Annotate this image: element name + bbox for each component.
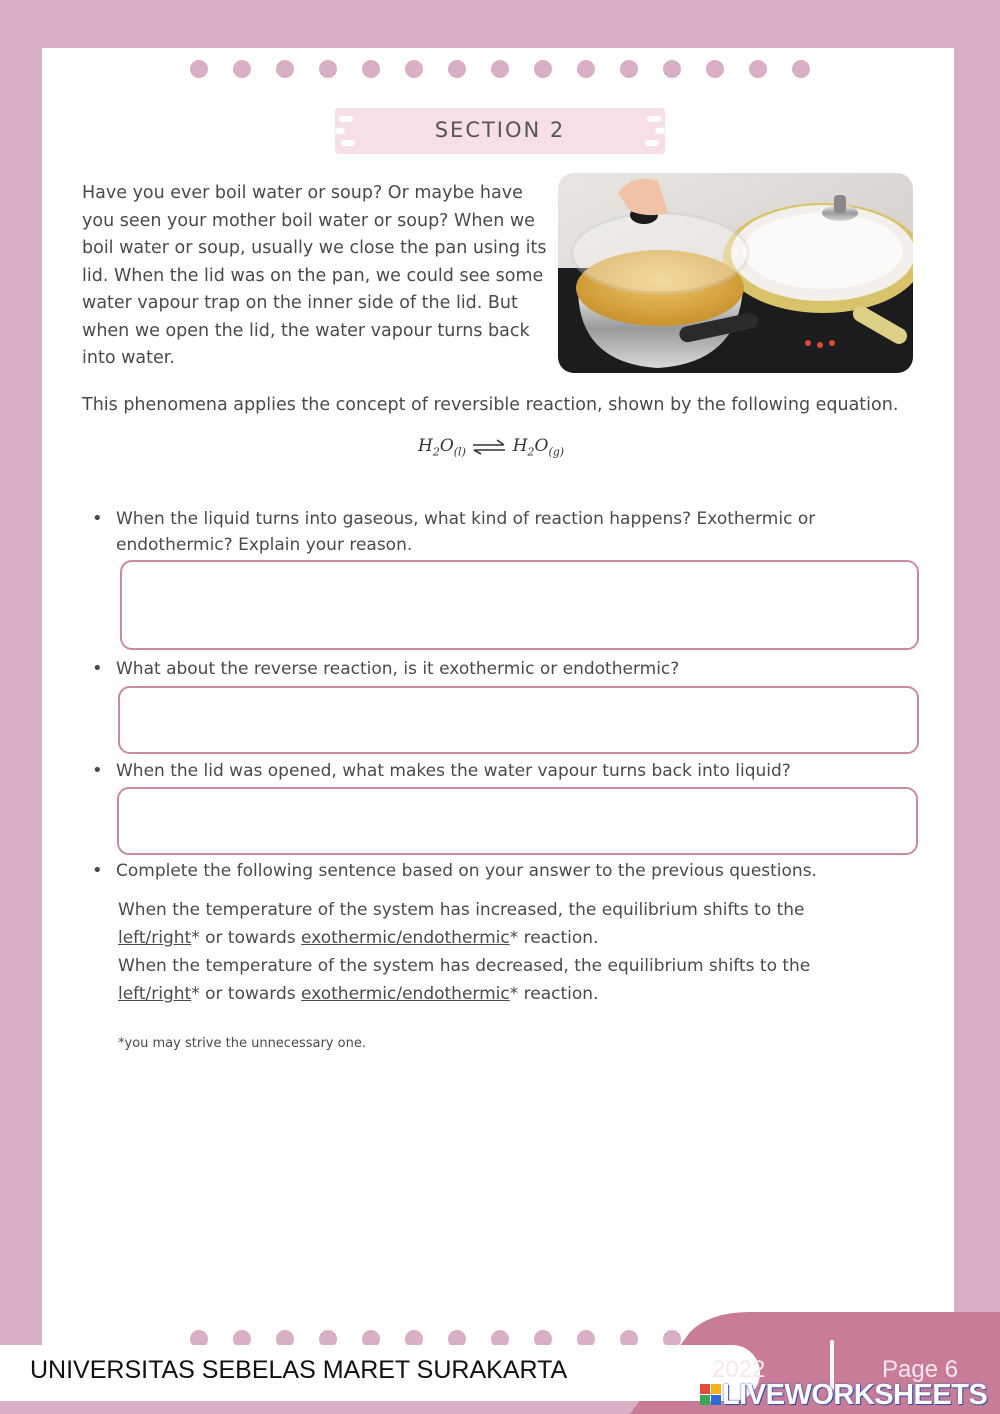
question-1: • When the liquid turns into gaseous, what kind of reaction happens? Exothermic or endothermic? Explain your reason. xyxy=(92,508,816,555)
reversible-equation: $H_2O_{(l)}$ $H_2O_{(g)}$ xyxy=(418,436,565,459)
completion-line-2: When the temperature of the system has decreased, the equilibrium shifts to the left/right* or towards exothermic/endothermic* reaction. xyxy=(118,956,811,1004)
footer-university: UNIVERSITAS SEBELAS MARET SURAKARTA xyxy=(30,1356,568,1384)
top-dot-row xyxy=(190,60,810,80)
answer-box-2[interactable] xyxy=(118,686,919,754)
footer-page-number: Page 6 xyxy=(882,1356,959,1383)
completion-line-1: When the temperature of the system has increased, the equilibrium shifts to the left/right* or towards exothermic/endothermic* reaction. xyxy=(118,900,805,948)
question-3: • When the lid was opened, what makes the water vapour turns back into liquid? xyxy=(92,760,791,781)
completion-sentences xyxy=(118,896,898,1008)
section-banner xyxy=(335,108,665,154)
choice-left-right-2[interactable]: left/right xyxy=(118,984,192,1004)
section-title: SECTION 2 xyxy=(434,118,566,142)
choice-exo-endo-1[interactable]: exothermic/endothermic xyxy=(301,928,510,948)
equilibrium-arrows-icon xyxy=(471,439,507,455)
concept-paragraph: This phenomena applies the concept of reversible reaction, shown by the following equation. xyxy=(82,395,899,415)
liveworksheets-logo-icon xyxy=(700,1384,722,1406)
question-4: • Complete the following sentence based on your answer to the previous questions. xyxy=(92,860,817,881)
footer-year: 2022 xyxy=(712,1356,766,1383)
cooking-pots-photo xyxy=(558,173,913,373)
choice-exo-endo-2[interactable]: exothermic/endothermic xyxy=(301,984,510,1004)
liveworksheets-watermark: LIVEWORKSHEETS xyxy=(722,1379,988,1411)
footnote: *you may strive the unnecessary one. xyxy=(118,1036,366,1051)
answer-box-3[interactable] xyxy=(117,787,918,855)
choice-left-right-1[interactable]: left/right xyxy=(118,928,192,948)
question-2: • What about the reverse reaction, is it exothermic or endothermic? xyxy=(92,658,680,679)
answer-box-1[interactable] xyxy=(120,560,919,650)
intro-paragraph: Have you ever boil water or soup? Or maybe have you seen your mother boil water or soup? When we boil water or soup, usually we close the pan using its lid. When the lid was on the pan, we could see some water vapour trap on the inner side of the lid. But when we open the lid, the water vapour turns back into water. xyxy=(82,183,547,368)
